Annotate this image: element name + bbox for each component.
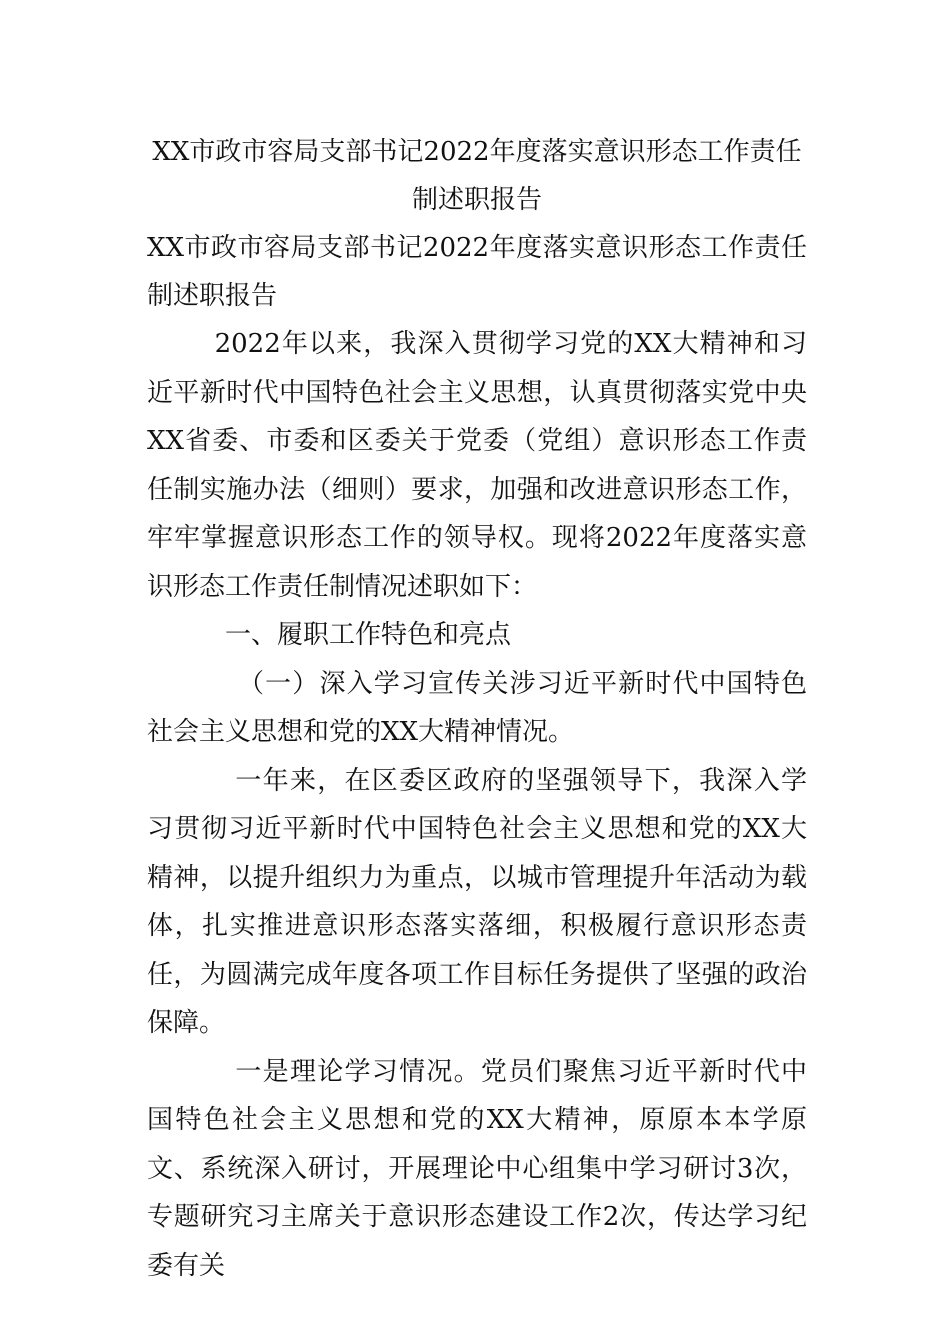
body-paragraph-1: 一年来，在区委区政府的坚强领导下，我深入学习贯彻习近平新时代中国特色社会主义思想和党的XX大精神，以提升组织力为重点，以城市管理提升年活动为载体，扎实推进意识形态落实落细，积极履行意识形态责任，为圆满完成年度各项工作目标任务提供了坚强的政治保障。 <box>147 765 807 1038</box>
document-page <box>147 128 807 1290</box>
intro-paragraph: 2022年以来，我深入贯彻学习党的XX大精神和习近平新时代中国特色社会主义思想，认真贯彻落实党中央XX省委、市委和区委关于党委（党组）意识形态工作责任制实施办法（细则）要求，加强和改进意识形态工作，牢牢掌握意识形态工作的领导权。现将2022年度落实意识形态工作责任制情况述职如下： <box>147 329 807 602</box>
subsection-heading-1: （一）深入学习宣传关涉习近平新时代中国特色社会主义思想和党的XX大精神情况。 <box>147 668 807 747</box>
body-paragraph-2: 一是理论学习情况。党员们聚焦习近平新时代中国特色社会主义思想和党的XX大精神，原原本本学原文、系统深入研讨，开展理论中心组集中学习研讨3次，专题研究习主席关于意识形态建设工作2次，传达学习纪委有关 <box>147 1056 807 1281</box>
section-heading-1: 一、履职工作特色和亮点 <box>225 620 512 650</box>
document-title: XX市政市容局支部书记2022年度落实意识形态工作责任制述职报告 <box>152 137 802 215</box>
document-subtitle: XX市政市容局支部书记2022年度落实意识形态工作责任制述职报告 <box>147 233 807 311</box>
